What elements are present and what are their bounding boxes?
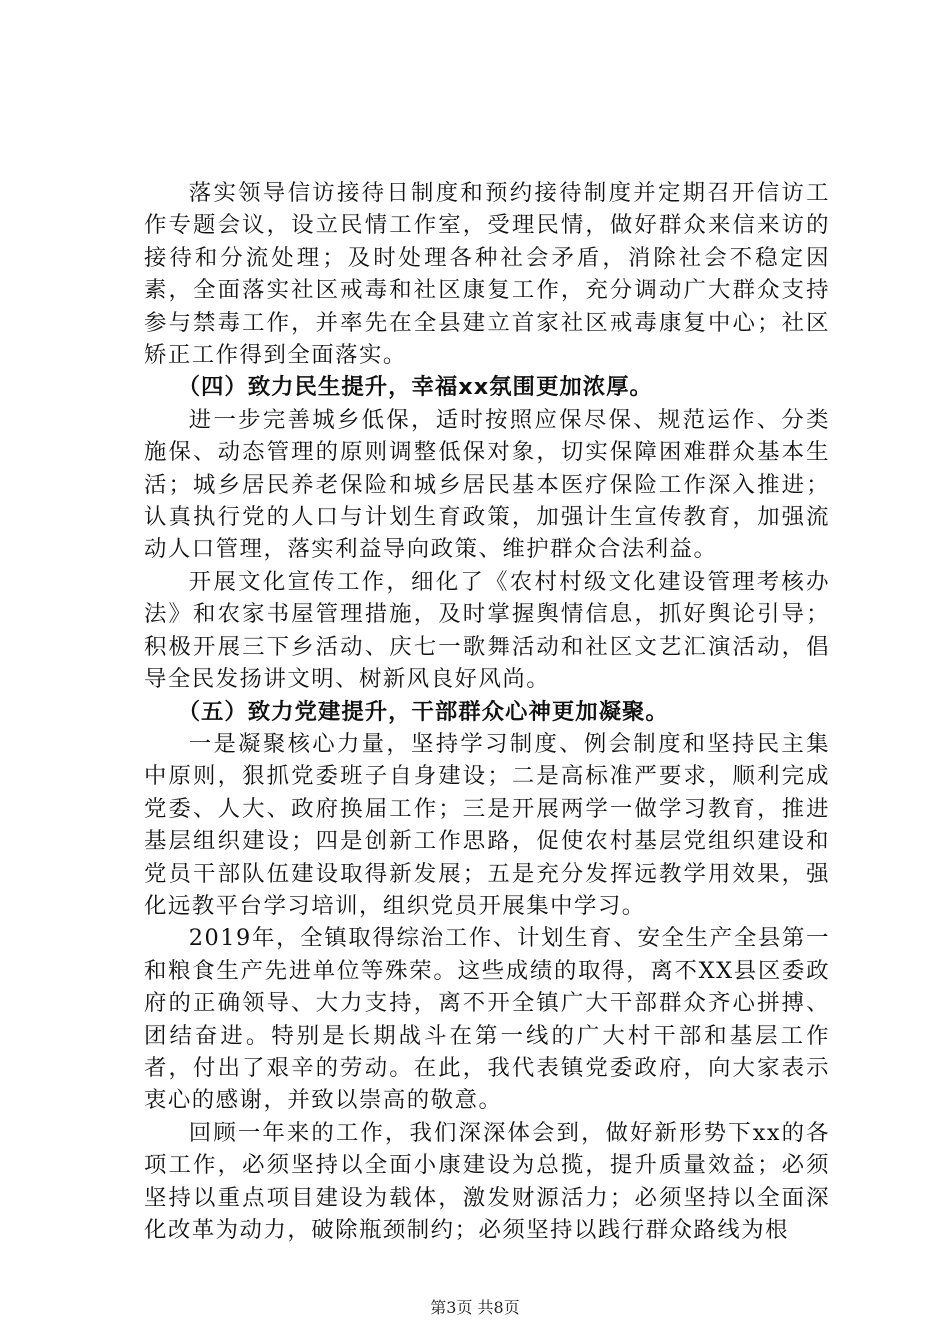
- paragraph-culture-publicity: 开展文化宣传工作，细化了《农村村级文化建设管理考核办法》和农家书屋管理措施，及时掌握舆情信息，抓好舆论引导；积极开展三下乡活动、庆七一歌舞活动和社区文艺汇演活动，倡导全民发扬讲文明、树新风良好风尚。: [144, 568, 830, 693]
- paragraph-petition-work: 落实领导信访接待日制度和预约接待制度并定期召开信访工作专题会议，设立民情工作室，受理民情，做好群众来信来访的接待和分流处理；及时处理各种社会矛盾，消除社会不稳定因素，全面落实社区戒毒和社区康复工作，充分调动广大群众支持参与禁毒工作，并率先在全县建立首家社区戒毒康复中心；社区矫正工作得到全面落实。: [144, 180, 830, 369]
- paragraph-social-security: 进一步完善城乡低保，适时按照应保尽保、规范运作、分类施保、动态管理的原则调整低保对象，切实保障困难群众基本生活；城乡居民养老保险和城乡居民基本医疗保险工作深入推进；认真执行党的人口与计划生育政策，加强计生宣传教育，加强流动人口管理，落实利益导向政策、维护群众合法利益。: [144, 406, 830, 563]
- section-heading-livelihood: （四）致力民生提升，幸福xx氛围更加浓厚。: [177, 374, 653, 401]
- paragraph-party-building: 一是凝聚核心力量，坚持学习制度、例会制度和坚持民主集中原则，狠抓党委班子自身建设；二是高标准严要求，顺利完成党委、人大、政府换届工作；三是开展两学一做学习教育，推进基层组织建设；四是创新工作思路，促使农村基层党组织建设和党员干部队伍建设取得新发展；五是充分发挥远教学用效果，强化远教平台学习培训，组织党员开展集中学习。: [144, 730, 830, 919]
- section-heading-party-building: （五）致力党建提升，干部群众心神更加凝聚。: [177, 698, 669, 725]
- paragraph-achievements: 2019年，全镇取得综治工作、计划生育、安全生产全县第一和粮食生产先进单位等殊荣。这些成绩的取得，离不XX县区委政府的正确领导、大力支持，离不开全镇广大干部群众齐心拼搏、团结奋进。特别是长期战斗在第一线的广大村干部和基层工作者，付出了艰辛的劳动。在此，我代表镇党委政府，向大家表示衷心的感谢，并致以崇高的敬意。: [144, 925, 830, 1114]
- document-body: [144, 177, 830, 1246]
- page-number-footer: 第3页 共8页: [430, 1298, 520, 1317]
- paragraph-review: 回顾一年来的工作，我们深深体会到，做好新形势下xx的各项工作，必须坚持以全面小康建设为总揽，提升质量效益；必须坚持以重点项目建设为载体，激发财源活力；必须坚持以全面深化改革为动力，破除瓶颈制约；必须坚持以践行群众路线为根: [144, 1119, 830, 1243]
